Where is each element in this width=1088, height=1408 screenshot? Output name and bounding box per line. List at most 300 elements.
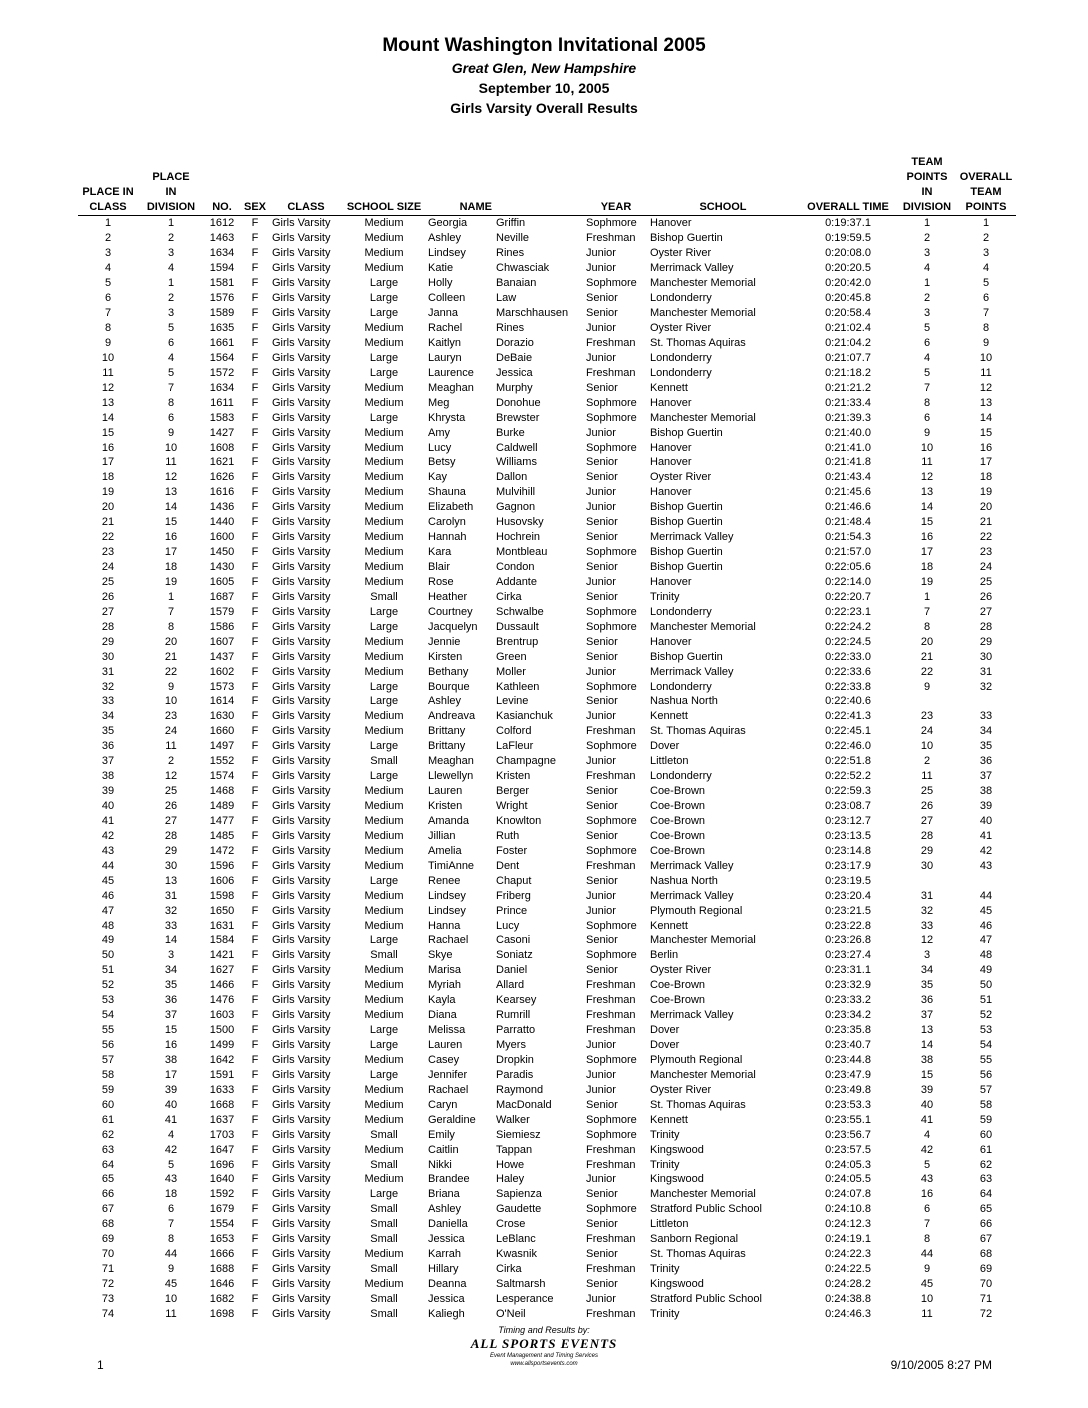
overall-time-cell: 0:22:33.8 [825, 680, 871, 693]
place-in-division-cell: 3 [167, 307, 175, 320]
place-in-division-cell: 2 [167, 755, 175, 768]
table-row [78, 1008, 1016, 1023]
overall-team-points-cell: 27 [979, 605, 993, 618]
class-cell: Girls Varsity [272, 1128, 331, 1141]
class-cell: Girls Varsity [272, 979, 331, 992]
overall-time-cell: 0:22:41.3 [825, 710, 871, 723]
school-size-cell: Medium [364, 800, 404, 813]
school-cell: Nashua North [650, 874, 718, 887]
column-header-line: CLASS [89, 201, 127, 213]
class-cell: Girls Varsity [272, 590, 331, 603]
place-in-division-cell: 5 [167, 1158, 175, 1171]
place-in-class-cell: 49 [101, 934, 115, 947]
school-cell: Oyster River [650, 247, 712, 260]
bib-number-cell: 1476 [209, 994, 235, 1007]
school-size-cell: Medium [364, 650, 404, 663]
table-row [78, 724, 1016, 739]
school-cell: Kennett [650, 1113, 688, 1126]
school-cell: Manchester Memorial [650, 1068, 756, 1081]
year-cell: Senior [586, 964, 618, 977]
overall-time-cell: 0:21:39.3 [825, 411, 871, 424]
school-cell: Hanover [650, 575, 692, 588]
last-name-cell: Colford [496, 725, 532, 738]
overall-time-cell: 0:23:40.7 [825, 1039, 871, 1052]
class-cell: Girls Varsity [272, 800, 331, 813]
sex-cell: F [251, 1248, 259, 1261]
year-cell: Sophmore [586, 620, 637, 633]
overall-team-points-cell: 29 [979, 635, 993, 648]
overall-team-points-cell: 15 [979, 426, 993, 439]
class-cell: Girls Varsity [272, 1098, 331, 1111]
place-in-division-cell: 4 [167, 262, 175, 275]
overall-team-points-cell: 23 [979, 546, 993, 559]
class-cell: Girls Varsity [272, 1233, 331, 1246]
overall-time-cell: 0:21:43.4 [825, 471, 871, 484]
first-name-cell: Casey [428, 1053, 460, 1066]
overall-team-points-cell: 72 [979, 1307, 993, 1320]
column-header [648, 155, 798, 216]
overall-team-points-cell: 22 [979, 531, 993, 544]
year-cell: Freshman [586, 1024, 636, 1037]
school-size-cell: Medium [364, 859, 404, 872]
place-in-division-cell: 1 [167, 277, 175, 290]
sex-cell: F [251, 486, 259, 499]
place-in-division-cell: 27 [164, 814, 178, 827]
place-in-class-cell: 14 [101, 411, 115, 424]
place-in-division-cell: 21 [164, 650, 178, 663]
place-in-class-cell: 45 [101, 874, 115, 887]
year-cell: Senior [586, 590, 618, 603]
school-cell: Bishop Guertin [650, 501, 723, 514]
overall-time-cell: 0:22:40.6 [825, 695, 871, 708]
team-points-division-cell: 43 [920, 1173, 934, 1186]
place-in-class-cell: 46 [101, 889, 115, 902]
overall-team-points-cell: 47 [979, 934, 993, 947]
school-cell: Manchester Memorial [650, 277, 756, 290]
sex-cell: F [251, 979, 259, 992]
overall-time-cell: 0:24:28.2 [825, 1278, 871, 1291]
table-row [78, 440, 1016, 455]
first-name-cell: Jessica [428, 1292, 465, 1305]
year-cell: Senior [586, 1188, 618, 1201]
overall-team-points-cell: 5 [982, 277, 990, 290]
school-size-cell: Large [369, 770, 399, 783]
sex-cell: F [251, 680, 259, 693]
class-cell: Girls Varsity [272, 1083, 331, 1096]
first-name-cell: Briana [428, 1188, 460, 1201]
column-header [342, 155, 426, 216]
overall-team-points-cell: 6 [982, 292, 990, 305]
school-size-cell: Small [370, 590, 398, 603]
year-cell: Junior [586, 351, 616, 364]
school-cell: Berlin [650, 949, 679, 962]
sex-cell: F [251, 456, 259, 469]
overall-team-points-cell: 70 [979, 1278, 993, 1291]
brand-tagline: Event Management and Timing Services [490, 1353, 598, 1359]
first-name-cell: Ashley [428, 695, 462, 708]
team-points-division-cell: 4 [923, 1128, 931, 1141]
overall-team-points-cell: 20 [979, 501, 993, 514]
first-name-cell: Geraldine [428, 1113, 476, 1126]
table-row [78, 530, 1016, 545]
bib-number-cell: 1679 [209, 1203, 235, 1216]
column-header-line: POINTS IN [906, 171, 948, 198]
sex-cell: F [251, 1083, 259, 1096]
overall-team-points-cell: 8 [982, 322, 990, 335]
team-points-division-cell: 33 [920, 919, 934, 932]
class-cell: Girls Varsity [272, 471, 331, 484]
team-points-division-cell: 23 [920, 710, 934, 723]
school-size-cell: Medium [364, 814, 404, 827]
overall-time-cell: 0:24:05.5 [825, 1173, 871, 1186]
overall-time-cell: 0:23:20.4 [825, 889, 871, 902]
overall-time-cell: 0:23:55.1 [825, 1113, 871, 1126]
bib-number-cell: 1485 [209, 829, 235, 842]
bib-number-cell: 1437 [209, 650, 235, 663]
place-in-class-cell: 31 [101, 665, 115, 678]
column-header-line: SEX [243, 201, 266, 213]
school-cell: Sanborn Regional [650, 1233, 739, 1246]
overall-team-points-cell: 67 [979, 1233, 993, 1246]
school-size-cell: Medium [364, 336, 404, 349]
bib-number-cell: 1646 [209, 1278, 235, 1291]
overall-team-points-cell [956, 694, 1016, 709]
last-name-cell: DeBaie [496, 351, 533, 364]
year-cell: Junior [586, 426, 616, 439]
table-row [78, 395, 1016, 410]
place-in-class-cell: 29 [101, 635, 115, 648]
overall-time-cell: 0:20:42.0 [825, 277, 871, 290]
last-name-cell: Raymond [496, 1083, 544, 1096]
table-row [78, 784, 1016, 799]
sex-cell: F [251, 1158, 259, 1171]
table-row [78, 814, 1016, 829]
school-cell: St. Thomas Aquiras [650, 1098, 746, 1111]
table-row [78, 1127, 1016, 1142]
column-header-line: DIVISION [902, 201, 952, 213]
class-cell: Girls Varsity [272, 904, 331, 917]
place-in-division-cell: 31 [164, 889, 178, 902]
first-name-cell: Jennifer [428, 1068, 468, 1081]
school-cell: Merrimack Valley [650, 262, 734, 275]
place-in-class-cell: 73 [101, 1292, 115, 1305]
event-location: Great Glen, New Hampshire [451, 60, 637, 76]
overall-time-cell: 0:24:12.3 [825, 1218, 871, 1231]
school-cell: Trinity [650, 590, 680, 603]
bib-number-cell: 1627 [209, 964, 235, 977]
sex-cell: F [251, 620, 259, 633]
team-points-division-cell: 7 [923, 605, 931, 618]
team-points-division-cell: 13 [920, 486, 934, 499]
place-in-class-cell: 12 [101, 381, 115, 394]
bib-number-cell: 1696 [209, 1158, 235, 1171]
overall-time-cell: 0:22:33.0 [825, 650, 871, 663]
school-size-cell: Medium [364, 516, 404, 529]
school-cell: Londonderry [650, 605, 712, 618]
column-header [204, 155, 240, 216]
sex-cell: F [251, 336, 259, 349]
school-cell: Trinity [650, 1158, 680, 1171]
column-header [956, 155, 1016, 216]
place-in-division-cell: 35 [164, 979, 178, 992]
place-in-division-cell: 37 [164, 1009, 178, 1022]
class-cell: Girls Varsity [272, 755, 331, 768]
bib-number-cell: 1666 [209, 1248, 235, 1261]
school-cell: St. Thomas Aquiras [650, 725, 746, 738]
first-name-cell: Hannah [428, 531, 467, 544]
first-name-cell: Renee [428, 874, 461, 887]
column-header [78, 155, 138, 216]
first-name-cell: Bourque [428, 680, 470, 693]
team-points-division-cell: 10 [920, 1292, 934, 1305]
school-cell: Coe-Brown [650, 979, 706, 992]
school-cell: Bishop Guertin [650, 232, 723, 245]
place-in-division-cell: 29 [164, 844, 178, 857]
sex-cell: F [251, 1233, 259, 1246]
last-name-cell: Dorazio [496, 336, 534, 349]
place-in-division-cell: 28 [164, 829, 178, 842]
class-cell: Girls Varsity [272, 217, 331, 230]
team-points-division-cell: 9 [923, 426, 931, 439]
table-row [78, 634, 1016, 649]
last-name-cell: Montbleau [496, 546, 548, 559]
school-size-cell: Large [369, 934, 399, 947]
first-name-cell: Myriah [428, 979, 462, 992]
sex-cell: F [251, 262, 259, 275]
class-cell: Girls Varsity [272, 829, 331, 842]
school-cell: Trinity [650, 1307, 680, 1320]
team-points-division-cell: 22 [920, 665, 934, 678]
bib-number-cell: 1594 [209, 262, 235, 275]
sex-cell: F [251, 381, 259, 394]
sex-cell: F [251, 1173, 259, 1186]
place-in-class-cell: 72 [101, 1278, 115, 1291]
overall-time-cell: 0:23:47.9 [825, 1068, 871, 1081]
school-cell: St. Thomas Aquiras [650, 1248, 746, 1261]
year-cell: Freshman [586, 1158, 636, 1171]
overall-team-points-cell: 52 [979, 1009, 993, 1022]
school-cell: Coe-Brown [650, 994, 706, 1007]
year-cell: Junior [586, 1173, 616, 1186]
first-name-cell: Jennie [428, 635, 461, 648]
overall-time-cell: 0:21:21.2 [825, 381, 871, 394]
first-name-cell: Skye [428, 949, 453, 962]
school-size-cell: Large [369, 1068, 399, 1081]
class-cell: Girls Varsity [272, 710, 331, 723]
sex-cell: F [251, 770, 259, 783]
year-cell: Senior [586, 561, 618, 574]
table-row [78, 754, 1016, 769]
school-size-cell: Large [369, 307, 399, 320]
last-name-cell: Donohue [496, 396, 541, 409]
class-cell: Girls Varsity [272, 546, 331, 559]
overall-time-cell: 0:22:51.8 [825, 755, 871, 768]
overall-team-points-cell: 51 [979, 994, 993, 1007]
last-name-cell: Saltmarsh [496, 1278, 546, 1291]
first-name-cell: Daniella [428, 1218, 468, 1231]
year-cell: Sophmore [586, 919, 637, 932]
team-points-division-cell: 24 [920, 725, 934, 738]
school-cell: Manchester Memorial [650, 620, 756, 633]
place-in-division-cell: 1 [167, 217, 175, 230]
column-header-line: DIVISION [146, 201, 196, 213]
bib-number-cell: 1630 [209, 710, 235, 723]
overall-time-cell: 0:22:05.6 [825, 561, 871, 574]
school-cell: Kennett [650, 919, 688, 932]
bib-number-cell: 1682 [209, 1292, 235, 1305]
year-cell: Sophmore [586, 1203, 637, 1216]
school-size-cell: Medium [364, 561, 404, 574]
table-row [78, 739, 1016, 754]
year-cell: Senior [586, 531, 618, 544]
sex-cell: F [251, 919, 259, 932]
last-name-cell: Banaian [496, 277, 537, 290]
place-in-division-cell: 43 [164, 1173, 178, 1186]
overall-time-cell: 0:20:08.0 [825, 247, 871, 260]
place-in-division-cell: 30 [164, 859, 178, 872]
table-row [78, 963, 1016, 978]
last-name-cell: Hochrein [496, 531, 541, 544]
table-row [78, 1112, 1016, 1127]
overall-time-cell: 0:22:46.0 [825, 740, 871, 753]
year-cell: Junior [586, 501, 616, 514]
class-cell: Girls Varsity [272, 874, 331, 887]
school-cell: Merrimack Valley [650, 665, 734, 678]
overall-team-points-cell: 28 [979, 620, 993, 633]
class-cell: Girls Varsity [272, 1307, 331, 1320]
table-row [78, 1142, 1016, 1157]
school-size-cell: Medium [364, 1009, 404, 1022]
place-in-class-cell: 30 [101, 650, 115, 663]
team-points-division-cell: 16 [920, 1188, 934, 1201]
sex-cell: F [251, 904, 259, 917]
overall-time-cell: 0:21:33.4 [825, 396, 871, 409]
bib-number-cell: 1430 [209, 561, 235, 574]
place-in-division-cell: 34 [164, 964, 178, 977]
school-size-cell: Large [369, 1188, 399, 1201]
school-size-cell: Large [369, 740, 399, 753]
last-name-cell: Siemiesz [496, 1128, 541, 1141]
school-size-cell: Medium [364, 844, 404, 857]
class-cell: Girls Varsity [272, 605, 331, 618]
overall-team-points-cell: 25 [979, 575, 993, 588]
overall-time-cell: 0:22:23.1 [825, 605, 871, 618]
table-row [78, 1277, 1016, 1292]
table-row [78, 485, 1016, 500]
overall-team-points-cell: 63 [979, 1173, 993, 1186]
first-name-cell: Laurence [428, 366, 474, 379]
school-size-cell: Medium [364, 546, 404, 559]
team-points-division-cell: 9 [923, 1263, 931, 1276]
class-cell: Girls Varsity [272, 247, 331, 260]
first-name-cell: TimiAnne [428, 859, 475, 872]
overall-time-cell: 0:19:37.1 [825, 217, 871, 230]
overall-team-points-cell: 38 [979, 785, 993, 798]
bib-number-cell: 1605 [209, 575, 235, 588]
bib-number-cell: 1633 [209, 1083, 235, 1096]
team-points-division-cell: 16 [920, 531, 934, 544]
team-points-division-cell: 40 [920, 1098, 934, 1111]
class-cell: Girls Varsity [272, 411, 331, 424]
bib-number-cell: 1574 [209, 770, 235, 783]
overall-time-cell: 0:24:46.3 [825, 1307, 871, 1320]
bib-number-cell: 1440 [209, 516, 235, 529]
class-cell: Girls Varsity [272, 665, 331, 678]
school-cell: Oyster River [650, 964, 712, 977]
school-cell: Coe-Brown [650, 800, 706, 813]
place-in-class-cell: 51 [101, 964, 115, 977]
class-cell: Girls Varsity [272, 322, 331, 335]
table-row [78, 619, 1016, 634]
last-name-cell: Myers [496, 1039, 526, 1052]
last-name-cell: Lesperance [496, 1292, 554, 1305]
first-name-cell: Llewellyn [428, 770, 474, 783]
overall-team-points-cell: 64 [979, 1188, 993, 1201]
sex-cell: F [251, 1188, 259, 1201]
sex-cell: F [251, 561, 259, 574]
team-points-division-cell: 35 [920, 979, 934, 992]
sex-cell: F [251, 1053, 259, 1066]
column-header [270, 155, 342, 216]
team-points-division-cell: 3 [923, 247, 931, 260]
year-cell: Freshman [586, 994, 636, 1007]
last-name-cell: Cirka [496, 1263, 522, 1276]
place-in-division-cell: 40 [164, 1098, 178, 1111]
bib-number-cell: 1450 [209, 546, 235, 559]
bib-number-cell: 1647 [209, 1143, 235, 1156]
team-points-division-cell: 10 [920, 441, 934, 454]
school-size-cell: Large [369, 1039, 399, 1052]
last-name-cell: Soniatz [496, 949, 533, 962]
school-size-cell: Medium [364, 1053, 404, 1066]
document-header [0, 34, 1088, 118]
year-cell: Senior [586, 829, 618, 842]
event-date: September 10, 2005 [478, 80, 610, 96]
overall-team-points-cell: 3 [982, 247, 990, 260]
team-points-division-cell: 1 [923, 217, 931, 230]
bib-number-cell: 1463 [209, 232, 235, 245]
table-row [78, 1038, 1016, 1053]
place-in-division-cell: 17 [164, 546, 178, 559]
place-in-class-cell: 42 [101, 829, 115, 842]
table-row [78, 993, 1016, 1008]
table-row [78, 380, 1016, 395]
bib-number-cell: 1607 [209, 635, 235, 648]
class-cell: Girls Varsity [272, 934, 331, 947]
sex-cell: F [251, 1203, 259, 1216]
table-row [78, 978, 1016, 993]
place-in-class-cell: 32 [101, 680, 115, 693]
place-in-division-cell: 6 [167, 336, 175, 349]
overall-team-points-cell: 18 [979, 471, 993, 484]
year-cell: Freshman [586, 770, 636, 783]
school-size-cell: Medium [364, 471, 404, 484]
place-in-class-cell: 23 [101, 546, 115, 559]
class-cell: Girls Varsity [272, 456, 331, 469]
year-cell: Senior [586, 456, 618, 469]
table-row [78, 1023, 1016, 1038]
last-name-cell: Burke [496, 426, 525, 439]
overall-time-cell: 0:23:21.5 [825, 904, 871, 917]
place-in-class-cell: 65 [101, 1173, 115, 1186]
table-row [78, 336, 1016, 351]
place-in-division-cell: 11 [165, 740, 177, 753]
place-in-division-cell: 14 [164, 501, 178, 514]
page-title: Mount Washington Invitational 2005 [382, 35, 706, 56]
place-in-class-cell: 53 [101, 994, 115, 1007]
sex-cell: F [251, 800, 259, 813]
place-in-division-cell: 23 [164, 710, 178, 723]
